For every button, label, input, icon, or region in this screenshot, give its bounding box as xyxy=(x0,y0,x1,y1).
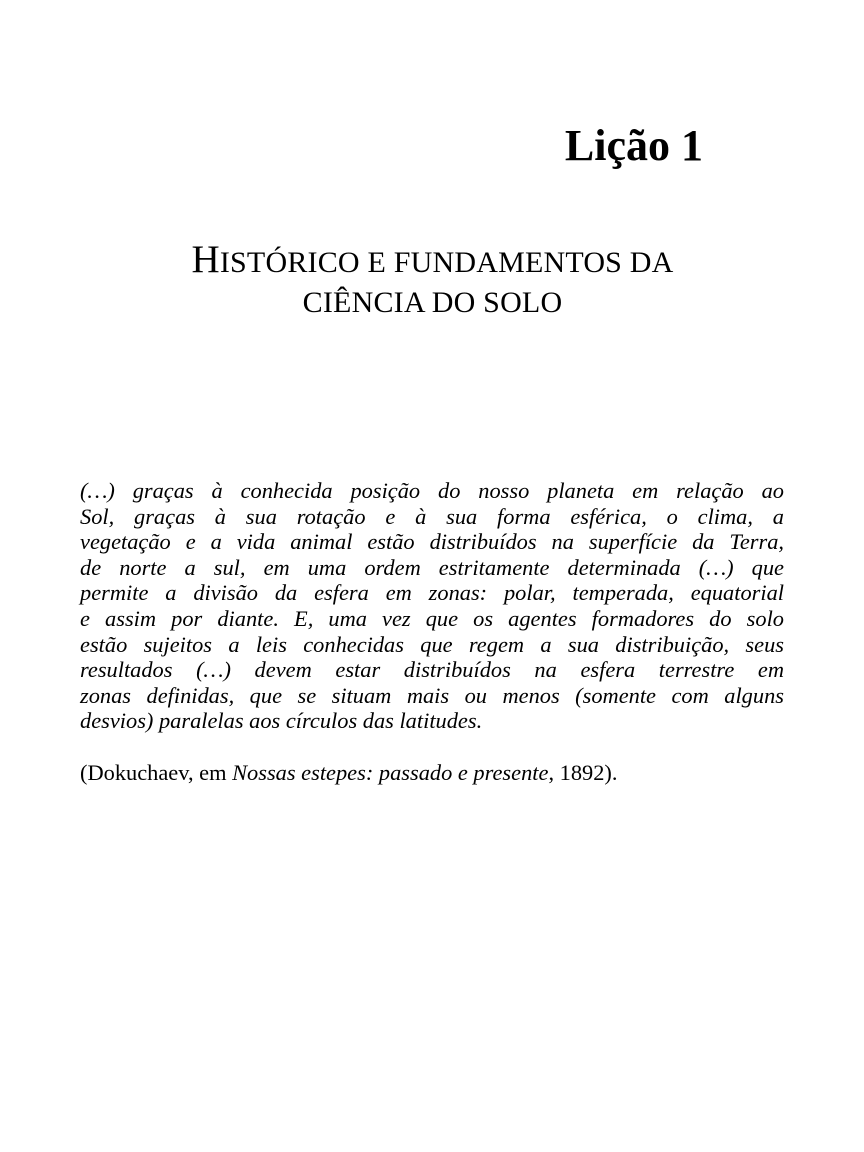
lesson-heading: Lição 1 xyxy=(564,121,703,170)
epigraph-line: estão sujeitos a leis conhecidas que regem a sua distribuição, seus xyxy=(80,631,784,657)
epigraph-line: zonas definidas, que se situam mais ou menos (somente com alguns xyxy=(80,682,784,708)
chapter-title xyxy=(80,240,785,323)
citation-suffix: , 1892). xyxy=(548,760,618,785)
epigraph-line: (…) graças à conhecida posição do nosso planeta em relação ao xyxy=(80,478,784,503)
epigraph-line: desvios) paralelas aos círculos das latitudes. xyxy=(80,708,483,734)
citation-work-title: Nossas estepes: passado e presente xyxy=(232,760,549,785)
citation-prefix: (Dokuchaev, em xyxy=(80,760,233,785)
epigraph-line: vegetação e a vida animal estão distribuídos na superfície da Terra, xyxy=(80,529,784,555)
chapter-title-initial: H xyxy=(191,238,220,281)
chapter-title-line1: ISTÓRICO E FUNDAMENTOS DA xyxy=(219,246,674,279)
epigraph-line: resultados (…) devem estar distribuídos na esfera terrestre em xyxy=(80,657,784,683)
epigraph-line: Sol, graças à sua rotação e à sua forma esférica, o clima, a xyxy=(80,503,784,529)
epigraph-line: e assim por diante. E, uma vez que os agentes formadores do solo xyxy=(80,605,784,631)
epigraph-citation xyxy=(80,760,617,786)
chapter-title-line2: CIÊNCIA DO SOLO xyxy=(302,286,563,319)
epigraph-line: de norte a sul, em uma ordem estritamente determinada (…) que xyxy=(80,554,784,580)
epigraph-line: permite a divisão da esfera em zonas: polar, temperada, equatorial xyxy=(80,580,784,606)
epigraph-quote xyxy=(80,478,784,734)
